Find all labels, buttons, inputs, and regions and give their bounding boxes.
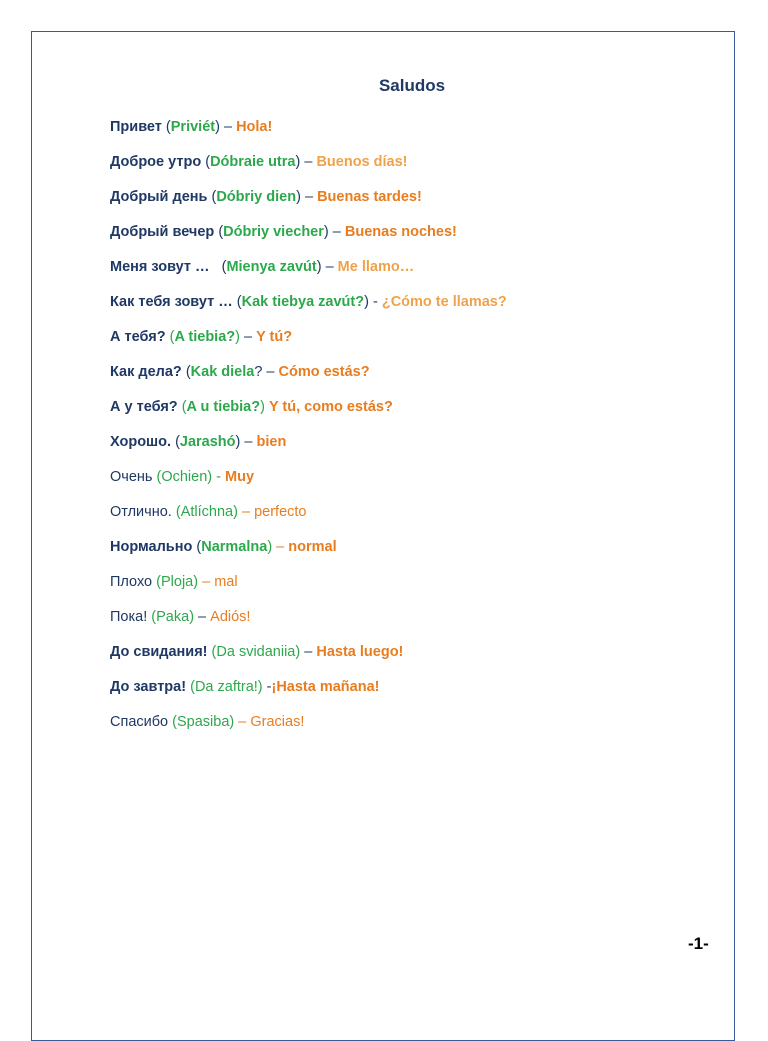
transliteration: Paka	[156, 609, 190, 625]
spanish-translation: ¿Cómo te llamas?	[381, 294, 507, 310]
page-number: -1-	[688, 934, 709, 953]
separator: -	[212, 469, 226, 485]
separator: –	[234, 714, 251, 730]
russian-phrase: Привет	[110, 119, 162, 135]
russian-phrase: Меня зовут …	[110, 259, 210, 275]
russian-phrase: Отлично.	[110, 504, 172, 520]
transliteration: Priviét	[170, 119, 216, 135]
separator: ? –	[254, 364, 279, 380]
russian-phrase: Как дела?	[110, 364, 182, 380]
phrase-line: До свидания! (Da svidaniia) – Hasta luego!	[110, 644, 404, 660]
separator: –	[198, 574, 215, 590]
page-title: Saludos	[378, 76, 446, 95]
phrase-line: Меня зовут … (Mienya zavút) – Me llamo…	[110, 259, 415, 275]
separator: –	[219, 119, 237, 135]
spanish-translation: Buenos días!	[316, 154, 408, 170]
separator: –	[300, 154, 317, 170]
russian-phrase: Очень	[110, 469, 153, 485]
spanish-translation: Buenas tardes!	[317, 189, 422, 205]
phrase-line: Нормально (Narmalna) – normal	[110, 539, 337, 555]
phrase-line: До завтра! (Da zaftra!) -¡Hasta mañana!	[110, 679, 380, 695]
separator: –	[272, 539, 289, 555]
separator: –	[237, 504, 255, 520]
separator: –	[239, 329, 257, 345]
russian-phrase: А тебя?	[110, 329, 166, 345]
separator: –	[328, 224, 345, 240]
transliteration: Kak diela	[190, 364, 255, 380]
phrase-line: Добрый день (Dóbriy dien) – Buenas tardes!	[110, 189, 422, 205]
phrase-line: Отлично. (Atlíchna) – perfecto	[110, 504, 307, 520]
separator: –	[300, 189, 318, 205]
russian-phrase: Добрый вечер	[110, 224, 215, 240]
transliteration: Ploja	[160, 574, 194, 590]
transliteration: Jarashó	[179, 434, 236, 450]
spanish-translation: Y tú, como estás?	[268, 399, 393, 415]
spanish-translation: Adiós!	[210, 609, 251, 625]
spanish-translation: mal	[214, 574, 238, 590]
russian-phrase: Хорошо.	[110, 434, 172, 450]
phrase-line: Доброе утро (Dóbraie utra) – Buenos días!	[110, 154, 408, 170]
separator: –	[194, 609, 211, 625]
phrase-line: Добрый вечер (Dóbriy viecher) – Buenas noches!	[110, 224, 457, 240]
russian-phrase: Спасибо	[110, 714, 169, 730]
spanish-translation: Cómo estás?	[278, 364, 370, 380]
spanish-translation: ¡Hasta mañana!	[271, 679, 380, 695]
phrase-line: Спасибо (Spasiba) – Gracias!	[110, 714, 305, 730]
spanish-translation: Gracias!	[250, 714, 305, 730]
russian-phrase: А у тебя?	[110, 399, 178, 415]
phrase-line: Пока! (Paka) – Adiós!	[110, 609, 251, 625]
transliteration: A tiebia?	[174, 329, 236, 345]
transliteration: Dóbriy dien	[216, 189, 297, 205]
transliteration: Da zaftra!	[194, 679, 258, 695]
russian-phrase: Пока!	[110, 609, 148, 625]
spanish-translation: normal	[288, 539, 337, 555]
transliteration: A u tiebia?	[186, 399, 261, 415]
transliteration: Kak tiebya zavút?	[241, 294, 365, 310]
russian-phrase: До свидания!	[110, 644, 208, 660]
separator: -	[368, 294, 382, 310]
spanish-translation: Buenas noches!	[344, 224, 457, 240]
phrase-line: Плохо (Ploja) – mal	[110, 574, 238, 590]
separator: –	[240, 434, 257, 450]
separator: –	[321, 259, 338, 275]
phrase-line: Как дела? (Kak diela? – Cómo estás?	[110, 364, 370, 380]
spanish-translation: Muy	[225, 469, 255, 485]
phrase-line: Очень (Ochien) - Muy	[110, 469, 255, 485]
separator: -	[262, 679, 272, 695]
spanish-translation: Hola!	[236, 119, 273, 135]
phrase-line: А тебя? (A tiebia?) – Y tú?	[110, 329, 293, 345]
russian-phrase: Добрый день	[110, 189, 208, 205]
separator: –	[300, 644, 317, 660]
transliteration: Narmalna	[201, 539, 268, 555]
transliteration: Dóbraie utra	[210, 154, 296, 170]
russian-phrase: Плохо	[110, 574, 153, 590]
russian-phrase: До завтра!	[110, 679, 187, 695]
phrase-line: А у тебя? (A u tiebia?) Y tú, como estás?	[110, 399, 393, 415]
phrase-list	[110, 118, 507, 748]
spanish-translation: Y tú?	[256, 329, 293, 345]
transliteration: Dóbriy viecher	[223, 224, 324, 240]
russian-phrase: Нормально	[110, 539, 193, 555]
transliteration: Ochien	[161, 469, 208, 485]
spanish-translation: Me llamo…	[337, 259, 415, 275]
spanish-translation: bien	[256, 434, 287, 450]
russian-phrase: Как тебя зовут …	[110, 294, 233, 310]
phrase-line: Привет (Priviét) – Hola!	[110, 119, 273, 135]
transliteration: Mienya zavút	[226, 259, 317, 275]
phrase-line: Хорошо. (Jarashó) – bien	[110, 434, 287, 450]
transliteration: Atlíchna	[180, 504, 234, 520]
spanish-translation: perfecto	[254, 504, 307, 520]
russian-phrase: Доброе утро	[110, 154, 202, 170]
transliteration: Spasiba	[176, 714, 230, 730]
spanish-translation: Hasta luego!	[316, 644, 404, 660]
transliteration: Da svidaniia	[216, 644, 296, 660]
phrase-line: Как тебя зовут … (Kak tiebya zavút?) - ¿Cómo te llamas?	[110, 294, 507, 310]
